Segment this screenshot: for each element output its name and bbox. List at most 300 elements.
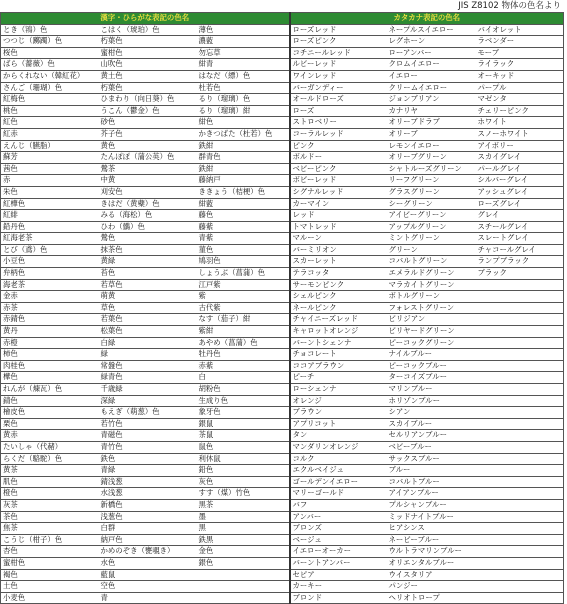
color-name-cell-katakana-col-3: シルバーグレイ <box>476 175 564 187</box>
color-name-cell-kanji-col-3: 藤紫 <box>197 221 290 233</box>
color-name-cell-katakana-col-2: ネービーブルー <box>387 534 476 546</box>
color-name-cell-katakana-col-2: ピーコックブルー <box>387 360 476 372</box>
color-name-cell-katakana-col-3: アッシュグレイ <box>476 186 564 198</box>
table-row <box>1 349 564 361</box>
table-row <box>1 360 564 372</box>
color-name-cell-kanji-col-2: 白群 <box>99 523 197 535</box>
color-name-cell-katakana-col-1: ベージュ <box>290 534 387 546</box>
color-name-cell-kanji-col-2: 藍鼠 <box>99 569 197 581</box>
color-name-cell-katakana-col-1: コチニールレッド <box>290 47 387 59</box>
table-row <box>1 221 564 233</box>
color-name-cell-kanji-col-1: 朱色 <box>1 186 99 198</box>
color-name-cell-katakana-col-1: キャロットオレンジ <box>290 326 387 338</box>
color-name-cell-kanji-col-3: 紫 <box>197 291 290 303</box>
color-name-cell-kanji-col-1: とき（鴇）色 <box>1 24 99 36</box>
color-name-cell-katakana-col-1: タン <box>290 430 387 442</box>
table-row <box>1 244 564 256</box>
color-name-cell-katakana-col-2: アイアンブルー <box>387 488 476 500</box>
color-name-cell-katakana-col-2: マリンブルー <box>387 384 476 396</box>
table-row <box>1 453 564 465</box>
color-name-cell-kanji-col-3: しょうぶ（菖蒲）色 <box>197 268 290 280</box>
color-name-cell-katakana-col-2: ヒアシンス <box>387 523 476 535</box>
color-name-cell-kanji-col-3: 江戸紫 <box>197 279 290 291</box>
color-name-cell-kanji-col-2: 青磁色 <box>99 430 197 442</box>
color-name-cell-katakana-col-2: アップルグリーン <box>387 221 476 233</box>
color-name-cell-katakana-col-2: スカイブルー <box>387 418 476 430</box>
color-name-cell-kanji-col-3: あやめ（菖蒲）色 <box>197 337 290 349</box>
color-name-cell-katakana-col-3 <box>476 360 564 372</box>
color-name-cell-katakana-col-1: シェルピンク <box>290 291 387 303</box>
table-row <box>1 36 564 48</box>
color-name-cell-katakana-col-3 <box>476 499 564 511</box>
color-name-cell-katakana-col-1: ピンク <box>290 140 387 152</box>
color-name-cell-kanji-col-1: さんご（珊瑚）色 <box>1 82 99 94</box>
color-name-cell-katakana-col-1: ピーチ <box>290 372 387 384</box>
table-row <box>1 163 564 175</box>
table-row <box>1 279 564 291</box>
color-name-cell-kanji-col-1: 橙色 <box>1 488 99 500</box>
color-name-cell-katakana-col-3: グレイ <box>476 210 564 222</box>
color-name-cell-kanji-col-1: 肉桂色 <box>1 360 99 372</box>
color-name-cell-katakana-col-2: ウイスタリア <box>387 569 476 581</box>
table-row <box>1 337 564 349</box>
color-name-cell-kanji-col-3: 鉛色 <box>197 465 290 477</box>
color-name-cell-kanji-col-2: 鉄色 <box>99 453 197 465</box>
color-name-cell-kanji-col-3: 銀鼠 <box>197 418 290 430</box>
color-name-cell-kanji-col-1: 焦茶 <box>1 523 99 535</box>
color-name-cell-katakana-col-2: マラカイトグリーン <box>387 279 476 291</box>
color-name-cell-katakana-col-1: シグナルレッド <box>290 186 387 198</box>
table-row <box>1 569 564 581</box>
color-name-cell-katakana-col-1: ワインレッド <box>290 70 387 82</box>
color-name-cell-kanji-col-3: 藤色 <box>197 210 290 222</box>
color-name-cell-kanji-col-3: 黒茶 <box>197 499 290 511</box>
color-name-cell-kanji-col-2: 納戸色 <box>99 534 197 546</box>
table-row <box>1 47 564 59</box>
color-name-cell-katakana-col-1: チャイニーズレッド <box>290 314 387 326</box>
table-row <box>1 291 564 303</box>
color-name-cell-kanji-col-1: 海老茶 <box>1 279 99 291</box>
color-name-cell-kanji-col-3: 白 <box>197 372 290 384</box>
color-name-cell-katakana-col-1: カーキー <box>290 581 387 593</box>
color-name-cell-kanji-col-2: 浅葱色 <box>99 511 197 523</box>
color-name-cell-katakana-col-3 <box>476 326 564 338</box>
color-name-cell-katakana-col-3: マゼンタ <box>476 94 564 106</box>
color-name-cell-kanji-col-1: 赤茶 <box>1 302 99 314</box>
color-name-cell-katakana-col-1: ブラウン <box>290 407 387 419</box>
color-name-cell-katakana-col-2: クロムイエロー <box>387 59 476 71</box>
color-name-cell-kanji-col-2: 千歳緑 <box>99 384 197 396</box>
table-row <box>1 24 564 36</box>
color-name-cell-kanji-col-2: 黄土色 <box>99 70 197 82</box>
color-name-cell-katakana-col-2: グリーン <box>387 244 476 256</box>
color-name-cell-katakana-col-1: ベビーピンク <box>290 163 387 175</box>
color-name-cell-katakana-col-3 <box>476 384 564 396</box>
color-name-cell-katakana-col-3 <box>476 430 564 442</box>
color-name-cell-kanji-col-2: こはく（琥珀）色 <box>99 24 197 36</box>
color-name-cell-kanji-col-1: 錆色 <box>1 395 99 407</box>
color-name-cell-katakana-col-3: パールグレイ <box>476 163 564 175</box>
color-name-cell-katakana-col-2: ホリゾンブルー <box>387 395 476 407</box>
color-name-cell-kanji-col-1: 桃色 <box>1 105 99 117</box>
color-name-cell-katakana-col-2: サックスブルー <box>387 453 476 465</box>
color-name-cell-kanji-col-2: 蜜柑色 <box>99 47 197 59</box>
color-name-cell-kanji-col-1: 褐色 <box>1 569 99 581</box>
color-name-cell-kanji-col-2: 若葉色 <box>99 314 197 326</box>
table-row <box>1 302 564 314</box>
color-name-cell-kanji-col-1: つつじ（躑躅）色 <box>1 36 99 48</box>
color-name-cell-katakana-col-3: スレートグレイ <box>476 233 564 245</box>
table-body <box>1 24 564 604</box>
color-name-cell-katakana-col-3 <box>476 291 564 303</box>
table-row <box>1 511 564 523</box>
color-name-cell-katakana-col-2: レモンイエロー <box>387 140 476 152</box>
color-name-cell-kanji-col-2: 砂色 <box>99 117 197 129</box>
color-name-cell-kanji-col-3: すす（煤）竹色 <box>197 488 290 500</box>
color-name-cell-kanji-col-2: 中黄 <box>99 175 197 187</box>
color-name-cell-kanji-col-3: なす（茄子）紺 <box>197 314 290 326</box>
color-name-cell-kanji-col-2: きはだ（黄蘗）色 <box>99 198 197 210</box>
color-name-cell-katakana-col-3 <box>476 523 564 535</box>
color-name-cell-katakana-col-1: バーガンディー <box>290 82 387 94</box>
color-name-cell-kanji-col-3: 藤納戸 <box>197 175 290 187</box>
color-name-cell-kanji-col-1: 黄丹 <box>1 326 99 338</box>
color-name-cell-kanji-col-2: 草色 <box>99 302 197 314</box>
color-name-cell-katakana-col-2: カナリヤ <box>387 105 476 117</box>
color-name-cell-kanji-col-2: 萌黄 <box>99 291 197 303</box>
color-name-cell-kanji-col-1: 赤橙 <box>1 337 99 349</box>
color-name-cell-katakana-col-3 <box>476 407 564 419</box>
color-name-cell-katakana-col-2: ピーコックグリーン <box>387 337 476 349</box>
table-row <box>1 523 564 535</box>
color-name-cell-katakana-col-2: ナイルブルー <box>387 349 476 361</box>
color-name-cell-katakana-col-1: アンバー <box>290 511 387 523</box>
color-name-cell-katakana-col-1: ストロベリー <box>290 117 387 129</box>
color-name-cell-katakana-col-2: グラスグリーン <box>387 186 476 198</box>
color-name-cell-kanji-col-2: みる（海松）色 <box>99 210 197 222</box>
color-name-cell-kanji-col-1: 茜色 <box>1 163 99 175</box>
table-row <box>1 256 564 268</box>
color-name-cell-kanji-col-1: 赤錆色 <box>1 314 99 326</box>
color-name-cell-kanji-col-3: 古代紫 <box>197 302 290 314</box>
color-name-cell-kanji-col-3: かきつばた（杜若）色 <box>197 128 290 140</box>
color-name-cell-katakana-col-3 <box>476 395 564 407</box>
color-name-cell-kanji-col-2: 緑青色 <box>99 372 197 384</box>
color-name-cell-kanji-col-2: ひまわり（向日葵）色 <box>99 94 197 106</box>
color-name-cell-kanji-col-1: 肌色 <box>1 476 99 488</box>
color-name-cell-kanji-col-2: 水色 <box>99 557 197 569</box>
color-name-cell-katakana-col-2: オリーブドラブ <box>387 117 476 129</box>
color-name-cell-katakana-col-1: ココアブラウン <box>290 360 387 372</box>
color-name-cell-katakana-col-3: アイボリー <box>476 140 564 152</box>
color-name-cell-katakana-col-3: ローズグレイ <box>476 198 564 210</box>
table-row <box>1 59 564 71</box>
color-name-cell-kanji-col-1: 柿色 <box>1 349 99 361</box>
katakana-header: カタカナ表記の色名 <box>290 13 564 25</box>
color-name-cell-katakana-col-3: モーブ <box>476 47 564 59</box>
color-name-cell-kanji-col-2: 青緑 <box>99 465 197 477</box>
color-name-cell-kanji-col-1: とび（鳶）色 <box>1 244 99 256</box>
color-name-cell-katakana-col-2: ビリジアン <box>387 314 476 326</box>
color-name-cell-kanji-col-3: 鉄紺 <box>197 163 290 175</box>
color-name-cell-katakana-col-3 <box>476 302 564 314</box>
table-row <box>1 140 564 152</box>
table-row <box>1 198 564 210</box>
table-row <box>1 105 564 117</box>
color-name-cell-katakana-col-2: セルリアンブルー <box>387 430 476 442</box>
color-name-cell-kanji-col-3: 紺藍 <box>197 198 290 210</box>
color-name-cell-katakana-col-2: リーフグリーン <box>387 175 476 187</box>
color-name-cell-katakana-col-3: ランプブラック <box>476 256 564 268</box>
color-name-cell-katakana-col-1: マンダリンオレンジ <box>290 441 387 453</box>
table-row <box>1 430 564 442</box>
color-name-cell-katakana-col-3 <box>476 349 564 361</box>
color-name-cell-kanji-col-3: 紫紺 <box>197 326 290 338</box>
color-name-cell-katakana-col-2: アイビーグリーン <box>387 210 476 222</box>
color-name-cell-kanji-col-3 <box>197 581 290 593</box>
color-name-cell-kanji-col-1: 土色 <box>1 581 99 593</box>
color-name-cell-katakana-col-2: ボトルグリーン <box>387 291 476 303</box>
color-name-cell-kanji-col-3: 鳩羽色 <box>197 256 290 268</box>
color-name-cell-katakana-col-2: ブルー <box>387 465 476 477</box>
color-name-cell-katakana-col-2: コバルトグリーン <box>387 256 476 268</box>
table-row <box>1 70 564 82</box>
color-name-cell-kanji-col-2: 刈安色 <box>99 186 197 198</box>
color-name-cell-kanji-col-2: 新橋色 <box>99 499 197 511</box>
color-name-cell-kanji-col-3: 濃藍 <box>197 36 290 48</box>
table-row <box>1 476 564 488</box>
color-name-cell-kanji-col-2: 山吹色 <box>99 59 197 71</box>
color-name-cell-kanji-col-3: 利休鼠 <box>197 453 290 465</box>
color-name-cell-katakana-col-2: パンジー <box>387 581 476 593</box>
color-name-cell-kanji-col-3: はなだ（縹）色 <box>197 70 290 82</box>
color-name-cell-katakana-col-3: オーキッド <box>476 70 564 82</box>
color-name-cell-katakana-col-1: ルビーレッド <box>290 59 387 71</box>
table-row <box>1 441 564 453</box>
color-name-cell-kanji-col-3: 灰色 <box>197 476 290 488</box>
color-name-cell-katakana-col-1: レッド <box>290 210 387 222</box>
color-name-cell-katakana-col-2: ビリヤードグリーン <box>387 326 476 338</box>
color-name-cell-kanji-col-1: からくれない（韓紅花） <box>1 70 99 82</box>
color-name-cell-kanji-col-3: 青紫 <box>197 233 290 245</box>
color-name-cell-katakana-col-3 <box>476 453 564 465</box>
color-name-cell-katakana-col-2: ターコイズブルー <box>387 372 476 384</box>
color-name-cell-kanji-col-2: ひわ（鶸）色 <box>99 221 197 233</box>
color-name-cell-katakana-col-2: プルシャンブルー <box>387 499 476 511</box>
color-name-cell-kanji-col-1: こうじ（柑子）色 <box>1 534 99 546</box>
color-name-cell-katakana-col-3 <box>476 465 564 477</box>
standard-caption: JIS Z8102 物体の色名より <box>458 1 561 11</box>
color-name-cell-katakana-col-2: イエロー <box>387 70 476 82</box>
color-name-cell-kanji-col-1: ばら（薔薇）色 <box>1 59 99 71</box>
color-name-cell-kanji-col-1: 茶色 <box>1 511 99 523</box>
color-name-cell-katakana-col-2: エメラルドグリーン <box>387 268 476 280</box>
color-name-cell-katakana-col-2: コバルトブルー <box>387 476 476 488</box>
color-name-cell-katakana-col-3 <box>476 488 564 500</box>
color-name-cell-kanji-col-2: 朽葉色 <box>99 36 197 48</box>
table-row <box>1 117 564 129</box>
color-name-cell-katakana-col-2: ミントグリーン <box>387 233 476 245</box>
color-name-cell-kanji-col-1: 蜜柑色 <box>1 557 99 569</box>
color-name-cell-kanji-col-1: 灰茶 <box>1 499 99 511</box>
table-row <box>1 268 564 280</box>
color-name-cell-kanji-col-3: ききょう（桔梗）色 <box>197 186 290 198</box>
color-name-cell-kanji-col-1: 鉛丹色 <box>1 221 99 233</box>
color-name-cell-kanji-col-2: 苔色 <box>99 268 197 280</box>
color-name-cell-katakana-col-1: ゴールデンイエロー <box>290 476 387 488</box>
table-row <box>1 128 564 140</box>
color-name-cell-katakana-col-1: カーマイン <box>290 198 387 210</box>
table-row <box>1 175 564 187</box>
color-name-cell-kanji-col-1: 黄茶 <box>1 465 99 477</box>
table-row <box>1 395 564 407</box>
color-name-cell-katakana-col-3 <box>476 372 564 384</box>
color-name-cell-kanji-col-1: たいしゃ（代赭） <box>1 441 99 453</box>
color-name-cell-katakana-col-3: ブラック <box>476 268 564 280</box>
color-name-cell-kanji-col-2: 白緑 <box>99 337 197 349</box>
table-row <box>1 546 564 558</box>
color-name-cell-katakana-col-1: ローズピンク <box>290 36 387 48</box>
color-name-cell-katakana-col-3: ライラック <box>476 59 564 71</box>
color-name-cell-kanji-col-3: 赤紫 <box>197 360 290 372</box>
color-name-cell-katakana-col-3 <box>476 476 564 488</box>
color-name-cell-katakana-col-2: シーグリーン <box>387 198 476 210</box>
color-name-cell-kanji-col-3: 金色 <box>197 546 290 558</box>
table-row <box>1 152 564 164</box>
color-name-cell-kanji-col-2: 黄色 <box>99 140 197 152</box>
color-name-cell-kanji-col-3: 牡丹色 <box>197 349 290 361</box>
color-name-cell-katakana-col-1: イエローオーカー <box>290 546 387 558</box>
color-name-cell-katakana-col-1: ローズ <box>290 105 387 117</box>
color-name-cell-kanji-col-1: 小豆色 <box>1 256 99 268</box>
color-name-cell-kanji-col-2: 常盤色 <box>99 360 197 372</box>
color-name-cell-kanji-col-1: えんじ（臙脂） <box>1 140 99 152</box>
color-name-cell-katakana-col-1: トマトレッド <box>290 221 387 233</box>
color-name-cell-kanji-col-1: 桜色 <box>1 47 99 59</box>
header-row <box>1 13 564 25</box>
color-name-cell-katakana-col-2: クリームイエロー <box>387 82 476 94</box>
color-name-table <box>0 12 564 604</box>
color-name-cell-kanji-col-2: 鶯色 <box>99 233 197 245</box>
color-name-cell-kanji-col-1: れんが（煉瓦）色 <box>1 384 99 396</box>
color-name-cell-kanji-col-3: 勿忘草 <box>197 47 290 59</box>
color-name-cell-katakana-col-3 <box>476 511 564 523</box>
color-name-cell-kanji-col-1: 栗色 <box>1 418 99 430</box>
color-name-cell-kanji-col-3: 薄色 <box>197 24 290 36</box>
color-name-cell-kanji-col-1: 紅色 <box>1 117 99 129</box>
color-name-cell-katakana-col-3 <box>476 581 564 593</box>
color-name-cell-katakana-col-3: ホワイト <box>476 117 564 129</box>
table-row <box>1 557 564 569</box>
color-name-cell-katakana-col-1: ボルドー <box>290 152 387 164</box>
color-name-cell-kanji-col-3: 紺色 <box>197 117 290 129</box>
color-name-cell-katakana-col-1: バーントアンバー <box>290 557 387 569</box>
color-name-cell-kanji-col-2: 鶯茶 <box>99 163 197 175</box>
color-name-cell-katakana-col-3: スノーホワイト <box>476 128 564 140</box>
color-name-cell-kanji-col-3: 胡粉色 <box>197 384 290 396</box>
color-name-cell-katakana-col-1: セピア <box>290 569 387 581</box>
color-name-cell-katakana-col-3: ラベンダー <box>476 36 564 48</box>
table-row <box>1 418 564 430</box>
color-name-cell-katakana-col-3 <box>476 418 564 430</box>
color-name-cell-kanji-col-2: 黄緑 <box>99 256 197 268</box>
table-row <box>1 186 564 198</box>
color-name-cell-katakana-col-3 <box>476 337 564 349</box>
table-row <box>1 94 564 106</box>
color-name-cell-kanji-col-3: 銀色 <box>197 557 290 569</box>
color-name-cell-katakana-col-1: ローシェンナ <box>290 384 387 396</box>
color-name-cell-kanji-col-1: 紅緋 <box>1 210 99 222</box>
color-name-cell-katakana-col-2: レグホーン <box>387 36 476 48</box>
color-name-cell-kanji-col-2: 錆浅葱 <box>99 476 197 488</box>
color-name-cell-kanji-col-3: 群青色 <box>197 152 290 164</box>
color-name-cell-kanji-col-1: 弁柄色 <box>1 268 99 280</box>
color-name-cell-kanji-col-2: 青 <box>99 592 197 604</box>
color-name-cell-kanji-col-3: 茶鼠 <box>197 430 290 442</box>
color-name-cell-kanji-col-2: うこん（鬱金）色 <box>99 105 197 117</box>
color-name-cell-kanji-col-3: 鉄紺 <box>197 140 290 152</box>
color-name-cell-katakana-col-1: コルク <box>290 453 387 465</box>
color-name-cell-kanji-col-3: 生成り色 <box>197 395 290 407</box>
color-name-cell-katakana-col-3 <box>476 279 564 291</box>
color-name-cell-katakana-col-1: テラコッタ <box>290 268 387 280</box>
color-name-cell-katakana-col-1: オレンジ <box>290 395 387 407</box>
color-name-cell-kanji-col-2: 水浅葱 <box>99 488 197 500</box>
color-name-cell-kanji-col-2: 若草色 <box>99 279 197 291</box>
color-name-cell-katakana-col-1: ローズレッド <box>290 24 387 36</box>
color-name-cell-kanji-col-3: るり（瑠璃）色 <box>197 94 290 106</box>
color-name-cell-kanji-col-1: 杏色 <box>1 546 99 558</box>
color-name-cell-kanji-col-2: 朽葉色 <box>99 82 197 94</box>
color-name-cell-kanji-col-2: 若竹色 <box>99 418 197 430</box>
color-name-cell-kanji-col-3: るり（瑠璃）紺 <box>197 105 290 117</box>
kanji-hiragana-header: 漢字・ひらがな表記の色名 <box>1 13 290 25</box>
table-row <box>1 592 564 604</box>
color-name-cell-katakana-col-3 <box>476 546 564 558</box>
color-name-cell-katakana-col-3 <box>476 441 564 453</box>
color-name-cell-kanji-col-3: 杜若色 <box>197 82 290 94</box>
color-name-cell-katakana-col-1: バフ <box>290 499 387 511</box>
color-name-cell-katakana-col-1: スカーレット <box>290 256 387 268</box>
color-name-cell-katakana-col-2: ベビーブルー <box>387 441 476 453</box>
color-name-cell-kanji-col-3: 鉄黒 <box>197 534 290 546</box>
color-name-cell-katakana-col-2: シアン <box>387 407 476 419</box>
color-name-cell-katakana-col-1: サーモンピンク <box>290 279 387 291</box>
color-name-cell-kanji-col-1: 小麦色 <box>1 592 99 604</box>
color-name-cell-kanji-col-1: 黄赤 <box>1 430 99 442</box>
color-name-cell-katakana-col-1: バーミリオン <box>290 244 387 256</box>
color-name-cell-katakana-col-1: ボビーレッド <box>290 175 387 187</box>
color-name-cell-katakana-col-1: オールドローズ <box>290 94 387 106</box>
color-name-cell-katakana-col-3: バイオレット <box>476 24 564 36</box>
color-name-cell-katakana-col-1: アプリコット <box>290 418 387 430</box>
color-name-cell-katakana-col-1: ネールピンク <box>290 302 387 314</box>
color-name-cell-katakana-col-1: マリーゴールド <box>290 488 387 500</box>
table-row <box>1 581 564 593</box>
table-row <box>1 465 564 477</box>
color-name-cell-kanji-col-2: 空色 <box>99 581 197 593</box>
color-name-cell-kanji-col-2: もえぎ（萌葱）色 <box>99 407 197 419</box>
color-name-cell-katakana-col-1: コーラルレッド <box>290 128 387 140</box>
color-name-cell-kanji-col-2: 深緑 <box>99 395 197 407</box>
color-name-cell-kanji-col-1: 金赤 <box>1 291 99 303</box>
color-name-cell-katakana-col-3 <box>476 569 564 581</box>
color-name-cell-kanji-col-2: 抹茶色 <box>99 244 197 256</box>
color-name-cell-katakana-col-2: フォレストグリーン <box>387 302 476 314</box>
color-name-cell-katakana-col-1: バーントシェンナ <box>290 337 387 349</box>
color-name-cell-kanji-col-3: 黒 <box>197 523 290 535</box>
color-name-cell-kanji-col-1: 檜皮色 <box>1 407 99 419</box>
